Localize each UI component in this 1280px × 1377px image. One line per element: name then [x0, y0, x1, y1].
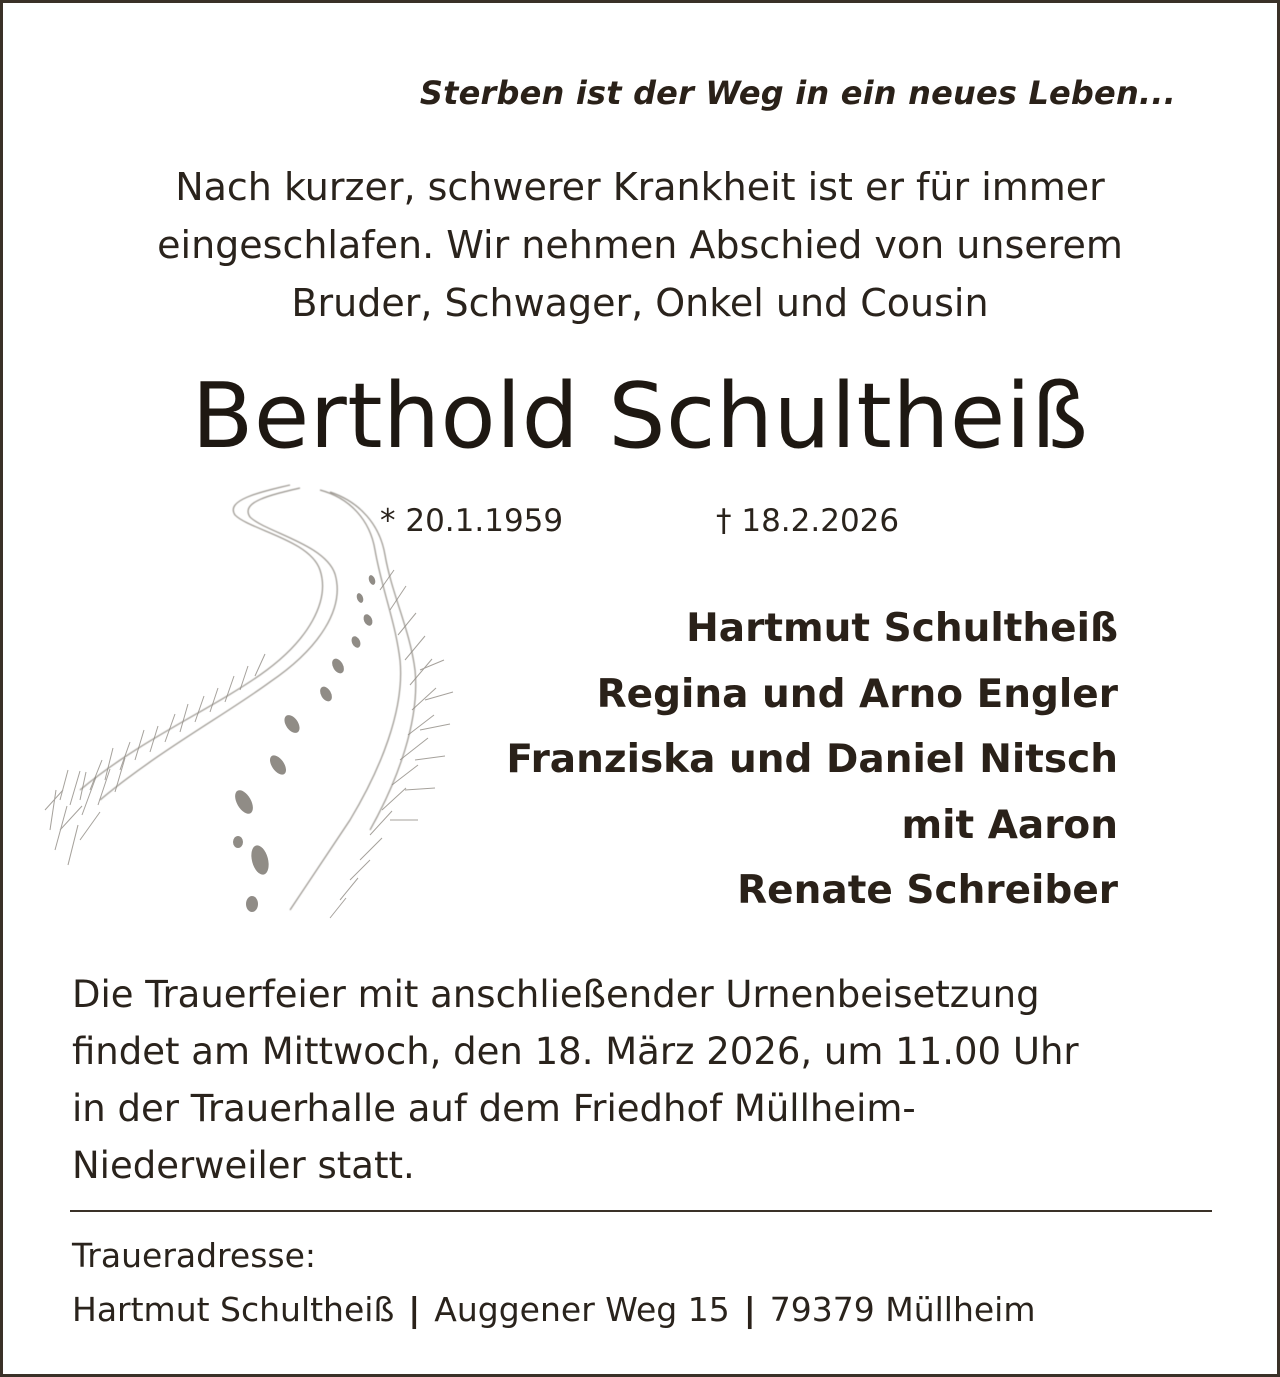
- divider: [70, 1210, 1212, 1212]
- death-date: † 18.2.2026: [716, 503, 900, 539]
- mourner-name: Hartmut Schultheiß: [686, 606, 1118, 651]
- intro-line: Nach kurzer, schwerer Krankheit ist er für immer: [175, 165, 1105, 209]
- deceased-name: Berthold Schultheiß: [191, 364, 1089, 469]
- address-street: Auggener Weg 15: [434, 1290, 730, 1329]
- intro-line: Bruder, Schwager, Onkel und Cousin: [291, 281, 989, 325]
- mourner-name: Renate Schreiber: [737, 868, 1118, 913]
- address-city: 79379 Müllheim: [769, 1290, 1036, 1329]
- mourners-list: [506, 596, 1118, 924]
- service-line: Die Trauerfeier mit anschließender Urnenbeisetzung: [72, 973, 1040, 1016]
- footprints-path-icon: [20, 470, 560, 950]
- address-label: Traueradresse:: [72, 1236, 317, 1275]
- service-line: in der Trauerhalle auf dem Friedhof Müllheim-: [72, 1087, 916, 1130]
- mourner-name: Franziska und Daniel Nitsch: [506, 737, 1118, 782]
- address-separator: |: [743, 1290, 756, 1329]
- intro-text: [0, 158, 1280, 332]
- address-name: Hartmut Schultheiß: [72, 1290, 395, 1329]
- funeral-service-text: [72, 966, 1079, 1194]
- service-line: Niederweiler statt.: [72, 1144, 415, 1187]
- address-separator: |: [408, 1290, 421, 1329]
- mourner-name: mit Aaron: [901, 802, 1118, 848]
- motto: Sterben ist der Weg in ein neues Leben...: [419, 74, 1176, 112]
- address-line: [72, 1290, 1035, 1329]
- mourner-name: Regina und Arno Engler: [596, 671, 1118, 717]
- intro-line: eingeschlafen. Wir nehmen Abschied von unserem: [157, 223, 1123, 267]
- service-line: findet am Mittwoch, den 18. März 2026, um 11.00 Uhr: [72, 1030, 1079, 1073]
- birth-date: * 20.1.1959: [380, 503, 564, 539]
